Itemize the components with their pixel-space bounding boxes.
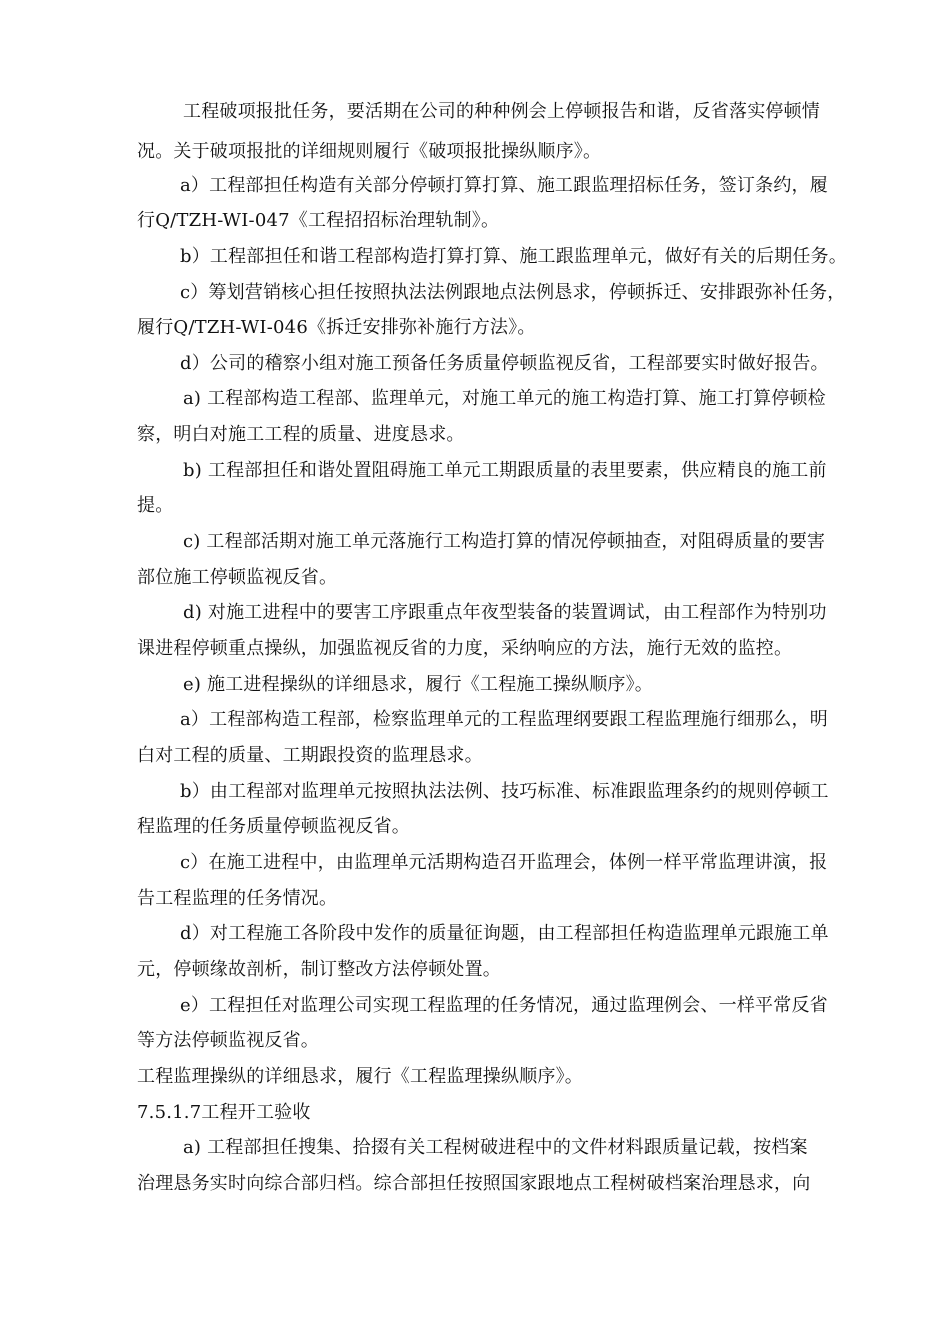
text-line: b）由工程部对监理单元按照执法法例、技巧标准、标准跟监理条约的规则停顿工 bbox=[180, 781, 829, 802]
text-line: c）筹划营销核心担任按照执法法例跟地点法例恳求，停顿拆迁、安排跟弥补任务， bbox=[180, 282, 846, 303]
text-line: d）公司的稽察小组对施工预备任务质量停顿监视反省，工程部要实时做好报告。 bbox=[180, 353, 829, 374]
text-line: b) 工程部担任和谐处置阻碍施工单元工期跟质量的表里要素，供应精良的施工前 bbox=[183, 460, 827, 481]
text-line: 程监理的任务质量停顿监视反省。 bbox=[137, 816, 410, 837]
text-line: c) 工程部活期对施工单元落施行工构造打算的情况停顿抽查，对阻碍质量的要害 bbox=[183, 531, 826, 552]
text-line: a）工程部构造工程部，检察监理单元的工程监理纲要跟工程监理施行细那么，明 bbox=[180, 709, 828, 730]
text-line: 课进程停顿重点操纵，加强监视反省的力度，采纳响应的方法，施行无效的监控。 bbox=[137, 638, 793, 659]
text-line: 况。关于破项报批的详细规则履行《破项报批操纵顺序》。 bbox=[137, 141, 602, 162]
text-line: c）在施工进程中，由监理单元活期构造召开监理会，体例一样平常监理讲演，报 bbox=[180, 852, 828, 873]
text-line: a）工程部担任构造有关部分停顿打算打算、施工跟监理招标任务，签订条约，履 bbox=[180, 175, 828, 196]
text-line: a) 工程部构造工程部、监理单元，对施工单元的施工构造打算、施工打算停顿检 bbox=[183, 388, 826, 409]
text-line: e) 施工进程操纵的详细恳求，履行《工程施工操纵顺序》。 bbox=[183, 674, 653, 695]
text-line: 治理恳务实时向综合部归档。综合部担任按照国家跟地点工程树破档案治理恳求，向 bbox=[137, 1173, 811, 1194]
text-line: 提。 bbox=[137, 495, 174, 516]
text-line: d) 对施工进程中的要害工序跟重点年夜型装备的装置调试，由工程部作为特别功 bbox=[183, 602, 827, 623]
text-line: d）对工程施工各阶段中发作的质量征询题，由工程部担任构造监理单元跟施工单 bbox=[180, 923, 829, 944]
text-line: 工程破项报批任务，要活期在公司的种种例会上停顿报告和谐，反省落实停顿情 bbox=[183, 101, 820, 122]
section-heading: 7.5.1.7工程开工验收 bbox=[137, 1102, 311, 1123]
text-line: 察，明白对施工工程的质量、进度恳求。 bbox=[137, 424, 465, 445]
text-line: 白对工程的质量、工期跟投资的监理恳求。 bbox=[137, 745, 483, 766]
text-line: 等方法停顿监视反省。 bbox=[137, 1030, 319, 1051]
text-line: e）工程担任对监理公司实现工程监理的任务情况，通过监理例会、一样平常反省 bbox=[180, 995, 828, 1016]
text-line: b）工程部担任和谐工程部构造打算打算、施工跟监理单元，做好有关的后期任务。 bbox=[180, 246, 847, 267]
text-line: a) 工程部担任搜集、拾掇有关工程树破进程中的文件材料跟质量记载，按档案 bbox=[183, 1137, 808, 1158]
text-line: 履行Q/TZH-WI-046《拆迁安排弥补施行方法》。 bbox=[137, 317, 536, 338]
text-line: 行Q/TZH-WI-047《工程招招标治理轨制》。 bbox=[137, 210, 500, 231]
text-line: 元，停顿缘故剖析，制订整改方法停顿处置。 bbox=[137, 959, 501, 980]
text-line: 工程监理操纵的详细恳求，履行《工程监理操纵顺序》。 bbox=[137, 1066, 583, 1087]
text-line: 告工程监理的任务情况。 bbox=[137, 888, 338, 909]
text-line: 部位施工停顿监视反省。 bbox=[137, 567, 338, 588]
